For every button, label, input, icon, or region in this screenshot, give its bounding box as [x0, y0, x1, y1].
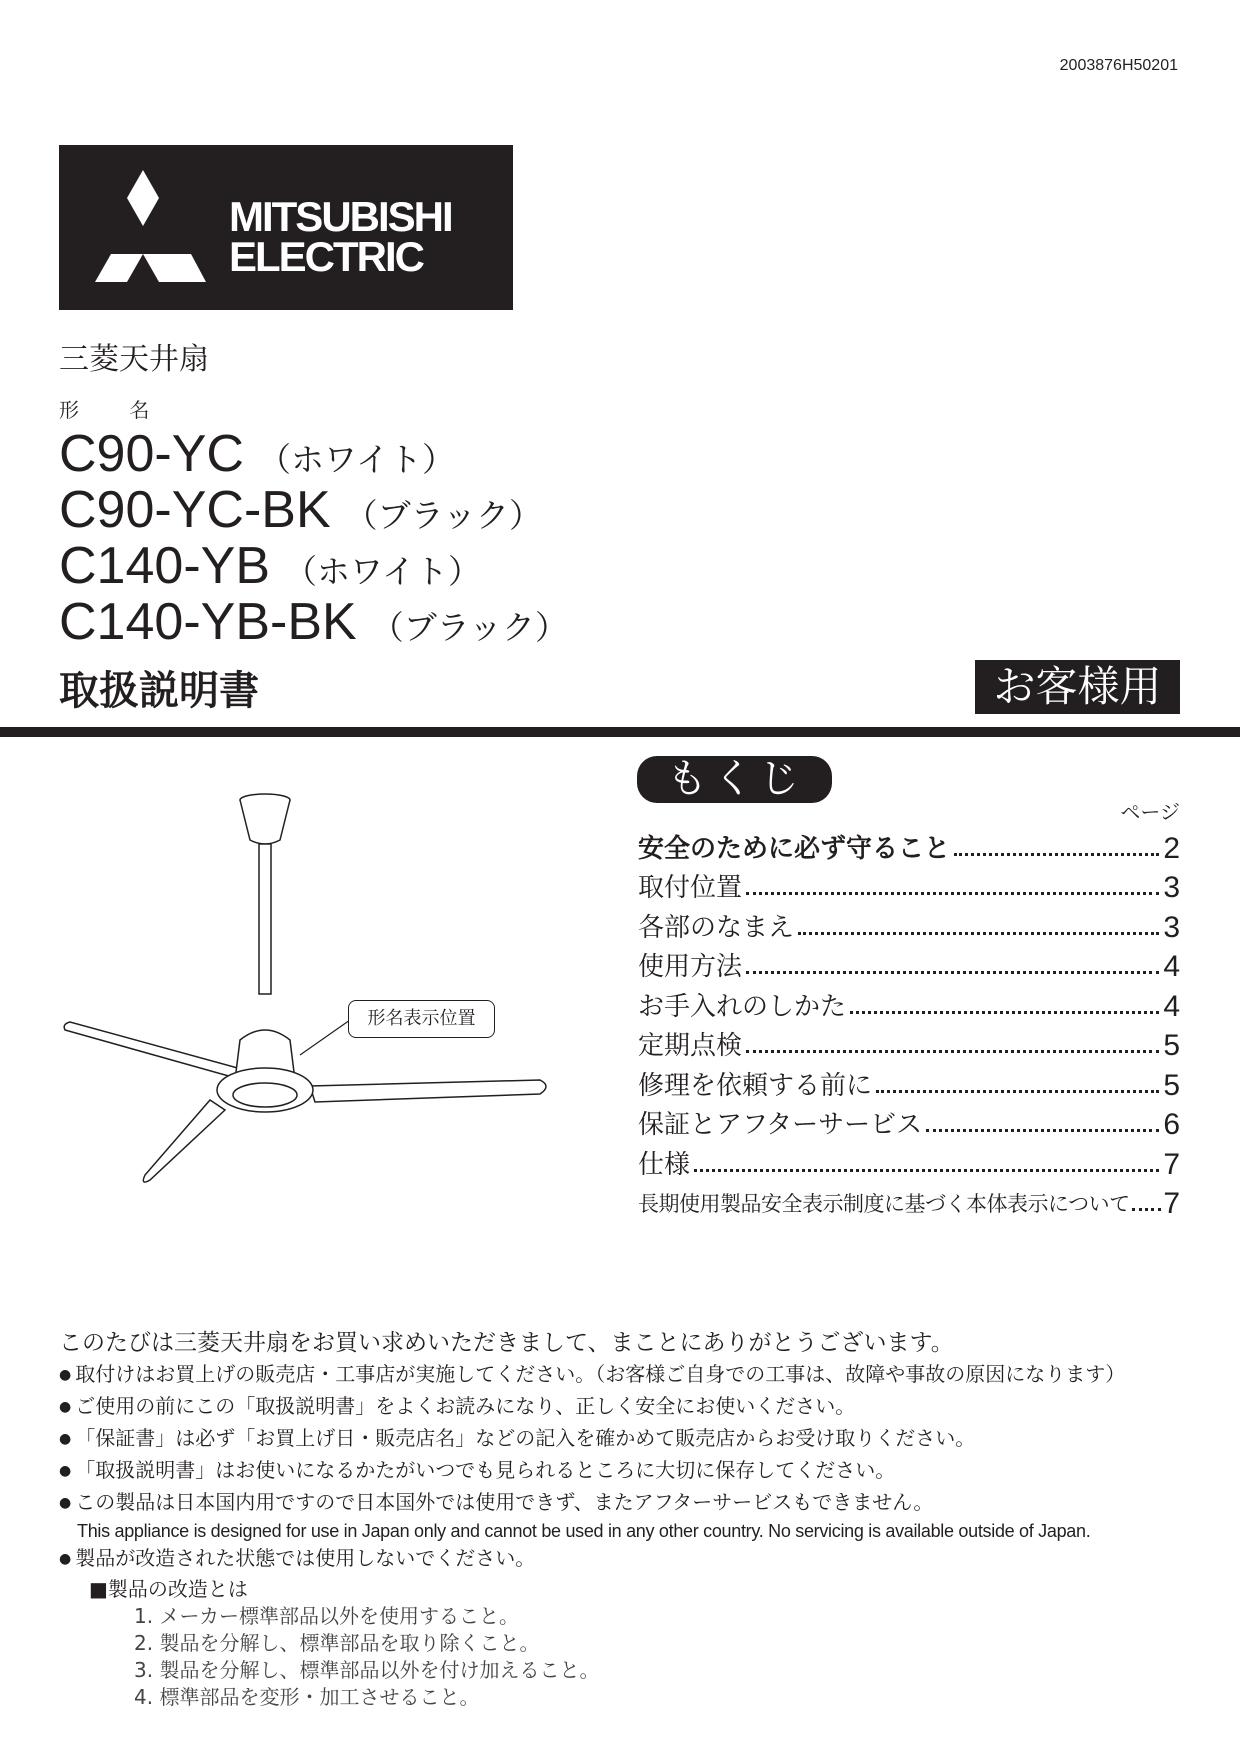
- model-entry: C90-YC （ホワイト）: [59, 425, 455, 483]
- notice-bullet: ● 取付けはお買上げの販売店・工事店が実施してください。（お客様ご自身での工事は、故障や事故の原因になります）: [59, 1359, 1209, 1391]
- toc-item[interactable]: 各部のなまえ 3: [638, 910, 1180, 944]
- document-number: 2003876H50201: [1059, 57, 1178, 74]
- model-label: 形 名: [59, 398, 172, 422]
- modification-item: 4. 標準部品を変形・加工させること。: [134, 1685, 480, 1709]
- manual-title: 取扱説明書: [59, 668, 259, 714]
- greeting: このたびは三菱天井扇をお買い求めいただきまして、まことにありがとうございます。: [59, 1330, 954, 1356]
- toc-item[interactable]: 安全のために必ず守ること 2: [638, 831, 1180, 865]
- product-name: 三菱天井扇: [59, 342, 209, 377]
- toc-item[interactable]: 定期点検 5: [638, 1029, 1180, 1062]
- model-entry: C140-YB （ホワイト）: [59, 537, 482, 595]
- mitsubishi-electric-logo: [59, 145, 513, 310]
- table-of-contents: [638, 825, 1180, 1220]
- modification-item: 3. 製品を分解し、標準部品以外を付け加えること。: [134, 1658, 600, 1682]
- toc-item[interactable]: 修理を依頼する前に 5: [638, 1068, 1180, 1102]
- toc-item[interactable]: 保証とアフターサービス 6: [638, 1108, 1180, 1141]
- ceiling-fan-illustration: [60, 790, 560, 1190]
- modification-heading: ■製品の改造とは: [89, 1577, 248, 1601]
- toc-page-header: ページ: [1120, 800, 1180, 824]
- toc-item[interactable]: 取付位置 3: [638, 871, 1180, 904]
- english-notice: This appliance is designed for use in Japan only and cannot be used in any other country. No servicing is available outside of Japan.: [77, 1521, 1091, 1541]
- toc-item[interactable]: 仕様 7: [638, 1147, 1180, 1181]
- toc-item[interactable]: 長期使用製品安全表示制度に基づく本体表示について 7: [638, 1187, 1180, 1220]
- notice-bullet: ● ご使用の前にこの「取扱説明書」をよくお読みになり、正しく安全にお使いください。: [59, 1391, 1209, 1423]
- toc-title: もくじ: [637, 756, 832, 803]
- notice-bullet: ● 製品が改造された状態では使用しないでください。: [59, 1543, 1209, 1575]
- customer-badge: お客様用: [975, 660, 1180, 714]
- model-entry: C90-YC-BK （ブラック）: [59, 481, 542, 539]
- toc-item[interactable]: お手入れのしかた 4: [638, 989, 1180, 1023]
- modification-item: 2. 製品を分解し、標準部品を取り除くこと。: [134, 1631, 540, 1655]
- divider: [0, 727, 1240, 737]
- toc-item[interactable]: 使用方法 4: [638, 950, 1180, 983]
- logo-text: MITSUBISHI ELECTRIC: [229, 193, 452, 280]
- introduction: [59, 1328, 1209, 1711]
- notice-bullet: ● 「取扱説明書」はお使いになるかたがいつでも見られるところに大切に保存してください。: [59, 1455, 1209, 1487]
- model-label-position-callout: 形名表示位置: [348, 1000, 495, 1038]
- notice-bullet: ● この製品は日本国内用ですので日本国外では使用できず、またアフターサービスもできません。: [59, 1487, 1209, 1519]
- model-entry: C140-YB-BK （ブラック）: [59, 593, 569, 651]
- modification-item: 1. メーカー標準部品以外を使用すること。: [134, 1604, 520, 1628]
- notice-bullet: ● 「保証書」は必ず「お買上げ日・販売店名」などの記入を確かめて販売店からお受け取りください。: [59, 1423, 1209, 1455]
- three-diamonds-icon: [81, 170, 206, 285]
